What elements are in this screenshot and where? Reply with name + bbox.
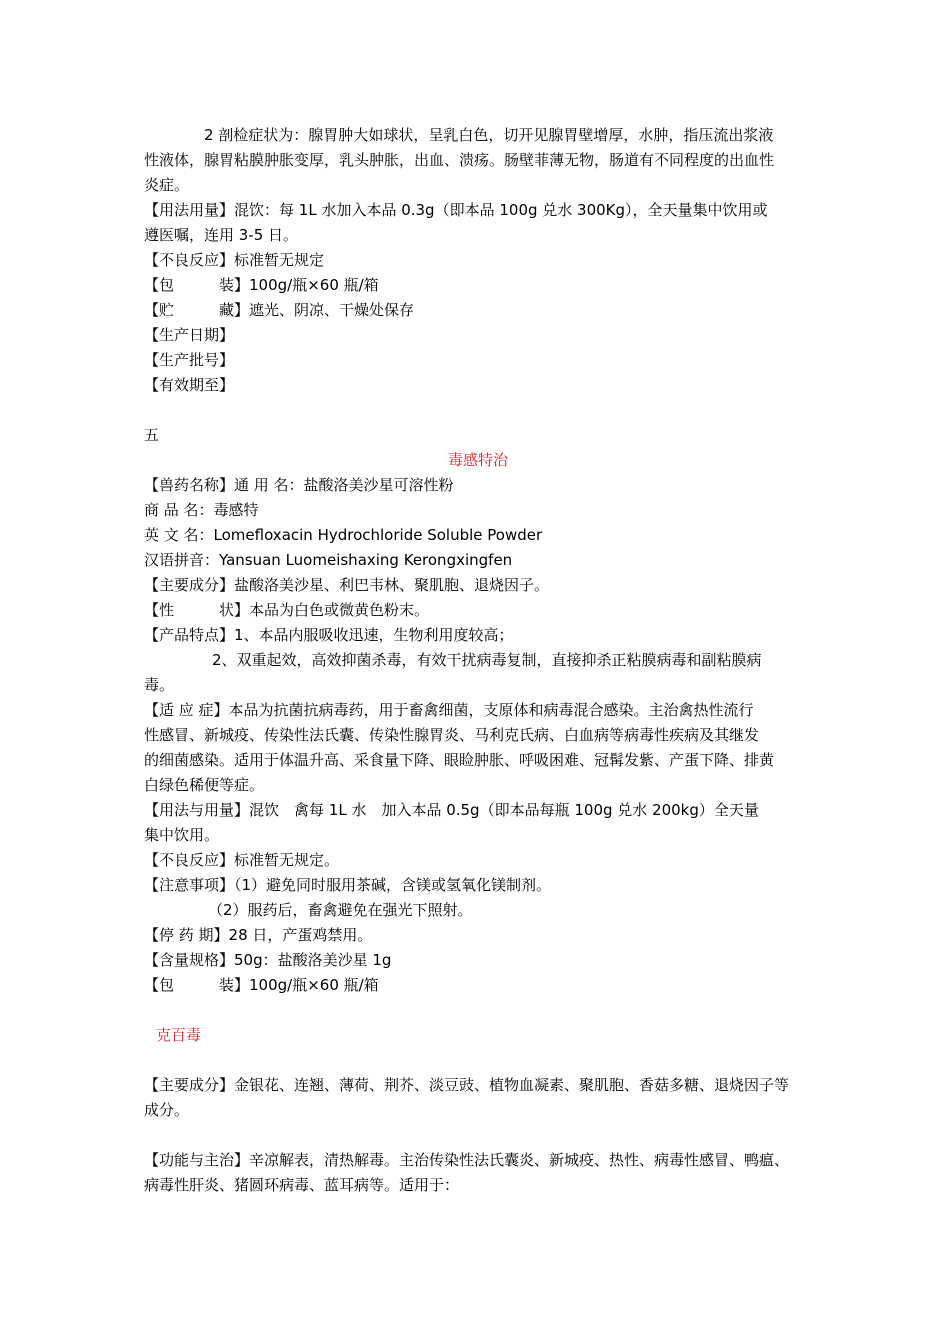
notes-line-2: （2）服药后，畜禽避免在强光下照射。 xyxy=(208,901,473,919)
autopsy-line-3: 炎症。 xyxy=(144,176,190,194)
spacer xyxy=(144,1123,812,1148)
adverse-reaction: 【不良反应】标准暂无规定。 xyxy=(144,851,340,869)
usage-line-1: 【用法与用量】混饮 禽每 1L 水 加入本品 0.5g（即本品每瓶 100g 兑水 200kg）全天量 xyxy=(144,801,759,819)
dosage-line-1: 【用法用量】混饮：每 1L 水加入本品 0.3g（即本品 100g 兑水 300Kg），全天量集中饮用或 xyxy=(144,201,768,219)
product-title: 毒感特治 xyxy=(447,451,508,469)
storage: 【贮 藏】遮光、阴凉、干燥处保存 xyxy=(144,301,415,319)
features-line-1: 【产品特点】1、本品内服吸收迅速，生物利用度较高； xyxy=(144,626,514,644)
indications-line-1: 【适 应 症】本品为抗菌抗病毒药，用于畜禽细菌，支原体和病毒混合感染。主治禽热性流行 xyxy=(144,701,754,719)
features-line-2: 2、双重起效，高效抑菌杀毒，有效干扰病毒复制，直接抑杀正粘膜病毒和副粘膜病 xyxy=(212,651,762,669)
function-line-1: 【功能与主治】辛凉解表，清热解毒。主治传染性法氏囊炎、新城疫、热性、病毒性感冒、鸭瘟、 xyxy=(144,1151,790,1169)
features-line-3: 毒。 xyxy=(144,676,175,694)
production-date: 【生产日期】 xyxy=(144,326,235,344)
main-ingredients: 【主要成分】盐酸洛美沙星、利巴韦林、聚肌胞、退烧因子。 xyxy=(144,576,550,594)
packing: 【包 装】100g/瓶×60 瓶/箱 xyxy=(144,976,379,994)
section-five xyxy=(144,423,812,998)
autopsy-line-2: 性液体，腺胃粘膜肿胀变厚，乳头肿胀，出血、溃疡。肠壁菲薄无物，肠道有不同程度的出血性 xyxy=(144,151,775,169)
packing: 【包 装】100g/瓶×60 瓶/箱 xyxy=(144,276,379,294)
batch-number: 【生产批号】 xyxy=(144,351,235,369)
function-line-2: 病毒性肝炎、猪圆环病毒、蓝耳病等。适用于： xyxy=(144,1176,460,1194)
section-number: 五 xyxy=(144,426,160,444)
spacer xyxy=(144,998,812,1023)
indications-line-2: 性感冒、新城疫、传染性法氏囊、传染性腺胃炎、马利克氏病、白血病等病毒性疾病及其继发 xyxy=(144,726,760,744)
vet-drug-name: 【兽药名称】通 用 名：盐酸洛美沙星可溶性粉 xyxy=(144,476,454,494)
indications-line-4: 白绿色稀便等症。 xyxy=(144,776,265,794)
pinyin-name: 汉语拼音：Yansuan Luomeishaxing Kerongxingfen xyxy=(144,551,513,569)
english-name: 英 文 名：Lomefloxacin Hydrochloride Soluble Powder xyxy=(144,526,543,544)
product-title: 克百毒 xyxy=(156,1026,202,1044)
properties: 【性 状】本品为白色或微黄色粉末。 xyxy=(144,601,430,619)
ingredients-line-1: 【主要成分】金银花、连翘、薄荷、荆芥、淡豆豉、植物血凝素、聚肌胞、香菇多糖、退烧因子等 xyxy=(144,1076,790,1094)
usage-line-2: 集中饮用。 xyxy=(144,826,220,844)
content-spec: 【含量规格】50g：盐酸洛美沙星 1g xyxy=(144,951,392,969)
ingredients-line-2: 成分。 xyxy=(144,1101,190,1119)
autopsy-line-1: 2 剖检症状为：腺胃肿大如球状，呈乳白色，切开见腺胃壁增厚，水肿，指压流出浆液 xyxy=(204,126,774,144)
trade-name: 商 品 名：毒感特 xyxy=(144,501,259,519)
spacer xyxy=(144,398,812,423)
spacer xyxy=(144,1048,812,1073)
indications-line-3: 的细菌感染。适用于体温升高、采食量下降、眼睑肿胀、呼吸困难、冠髯发紫、产蛋下降、排黄 xyxy=(144,751,775,769)
section-six xyxy=(144,1023,812,1198)
withdrawal-period: 【停 药 期】28 日，产蛋鸡禁用。 xyxy=(144,926,373,944)
section-four-tail xyxy=(144,123,812,398)
adverse-reaction: 【不良反应】标准暂无规定 xyxy=(144,251,325,269)
document-page xyxy=(144,123,812,1198)
expiry-date: 【有效期至】 xyxy=(144,376,235,394)
dosage-line-2: 遵医嘱，连用 3-5 日。 xyxy=(144,226,299,244)
notes-line-1: 【注意事项】（1）避免同时服用茶碱，含镁或氢氧化镁制剂。 xyxy=(144,876,552,894)
